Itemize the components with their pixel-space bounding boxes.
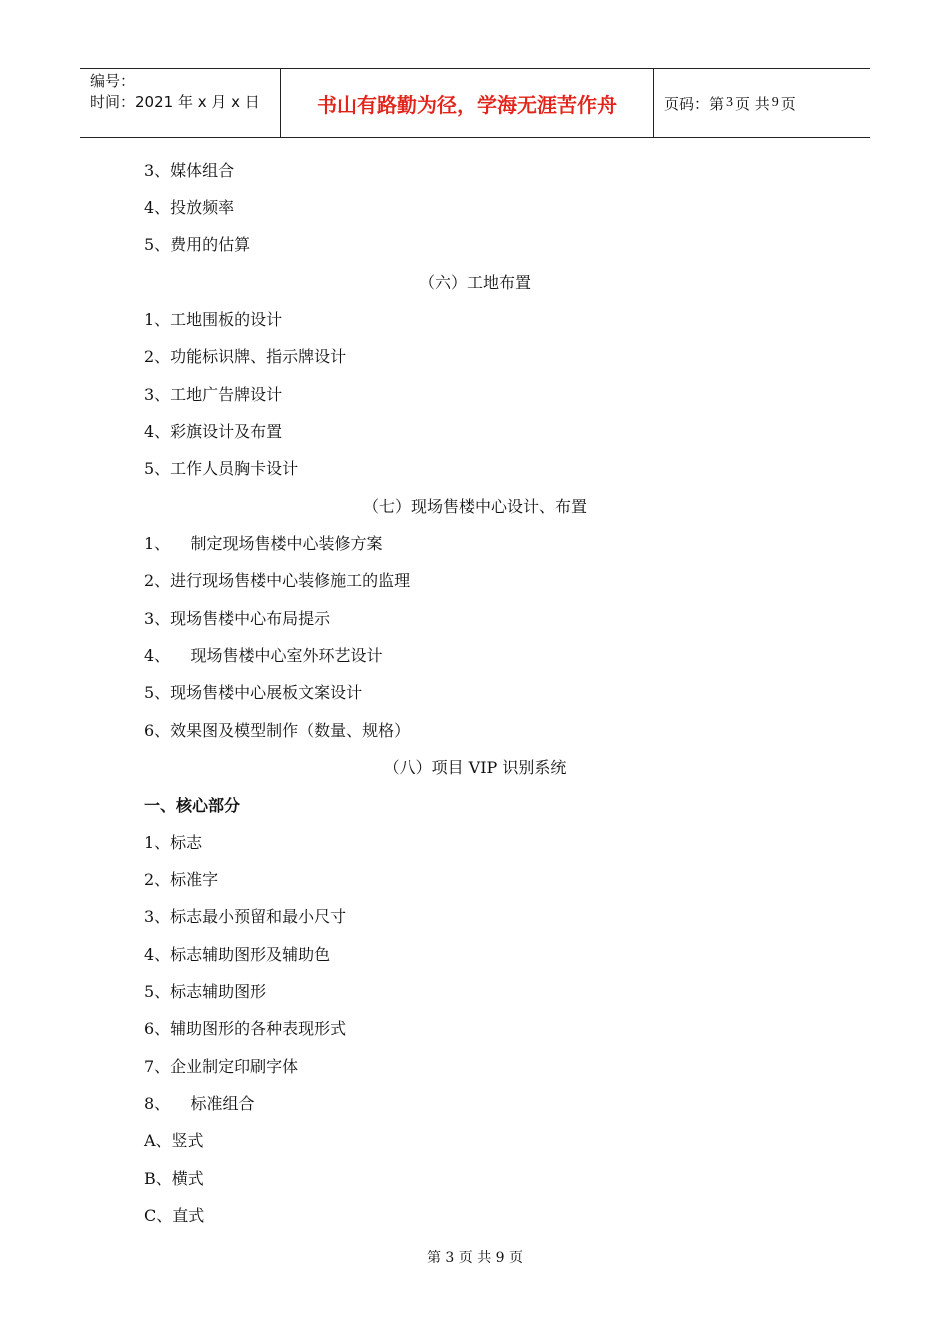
list-item: 1、工地围板的设计: [144, 310, 283, 329]
page-mid: 页 共: [735, 94, 770, 113]
list-item: 1、标志: [144, 833, 203, 852]
section-heading: （八）项目 VIP 识别系统: [383, 758, 567, 777]
list-item: B、横式: [144, 1169, 204, 1188]
list-item: 2、功能标识牌、指示牌设计: [144, 347, 347, 366]
list-item: 2、标准字: [144, 870, 219, 889]
subsection-heading: 一、核心部分: [144, 796, 241, 815]
list-item: 6、效果图及模型制作（数量、规格）: [144, 721, 411, 740]
number-label: 编号：: [90, 72, 136, 90]
list-item: 5、费用的估算: [144, 235, 251, 254]
list-item: 4、标志辅助图形及辅助色: [144, 945, 331, 964]
list-item: 3、工地广告牌设计: [144, 385, 283, 404]
list-item: 3、媒体组合: [144, 161, 235, 180]
list-item: 5、工作人员胸卡设计: [144, 459, 299, 478]
time-label: 时间：2021 年 x 月 x 日: [90, 93, 260, 111]
page-suffix: 页: [780, 94, 796, 113]
page-footer: 第 3 页 共 9 页: [426, 1250, 524, 1266]
list-item: 4、彩旗设计及布置: [144, 422, 283, 441]
list-item: 1、 制定现场售楼中心装修方案: [144, 534, 383, 553]
header-motto: 书山有路勤为径，学海无涯苦作舟: [281, 69, 654, 137]
section-heading: （六）工地布置: [418, 273, 531, 292]
header-page-info: [654, 69, 870, 137]
list-item: 7、企业制定印刷字体: [144, 1057, 299, 1076]
list-item: 6、辅助图形的各种表现形式: [144, 1019, 347, 1038]
list-item: C、直式: [144, 1206, 205, 1225]
page-prefix: 页码：第: [664, 94, 725, 113]
list-item: 5、现场售楼中心展板文案设计: [144, 683, 363, 702]
list-item: 3、标志最小预留和最小尺寸: [144, 907, 347, 926]
list-item: 4、 现场售楼中心室外环艺设计: [144, 646, 383, 665]
page-current: 3: [726, 95, 734, 110]
header-meta: [80, 69, 281, 137]
page-header: [80, 68, 870, 138]
list-item: 8、 标准组合: [144, 1094, 255, 1113]
list-item: 5、标志辅助图形: [144, 982, 267, 1001]
page-total: 9: [771, 95, 779, 110]
list-item: A、竖式: [144, 1131, 204, 1150]
section-heading: （七）现场售楼中心设计、布置: [362, 497, 587, 516]
list-item: 4、投放频率: [144, 198, 235, 217]
list-item: 2、进行现场售楼中心装修施工的监理: [144, 571, 411, 590]
list-item: 3、现场售楼中心布局提示: [144, 609, 331, 628]
